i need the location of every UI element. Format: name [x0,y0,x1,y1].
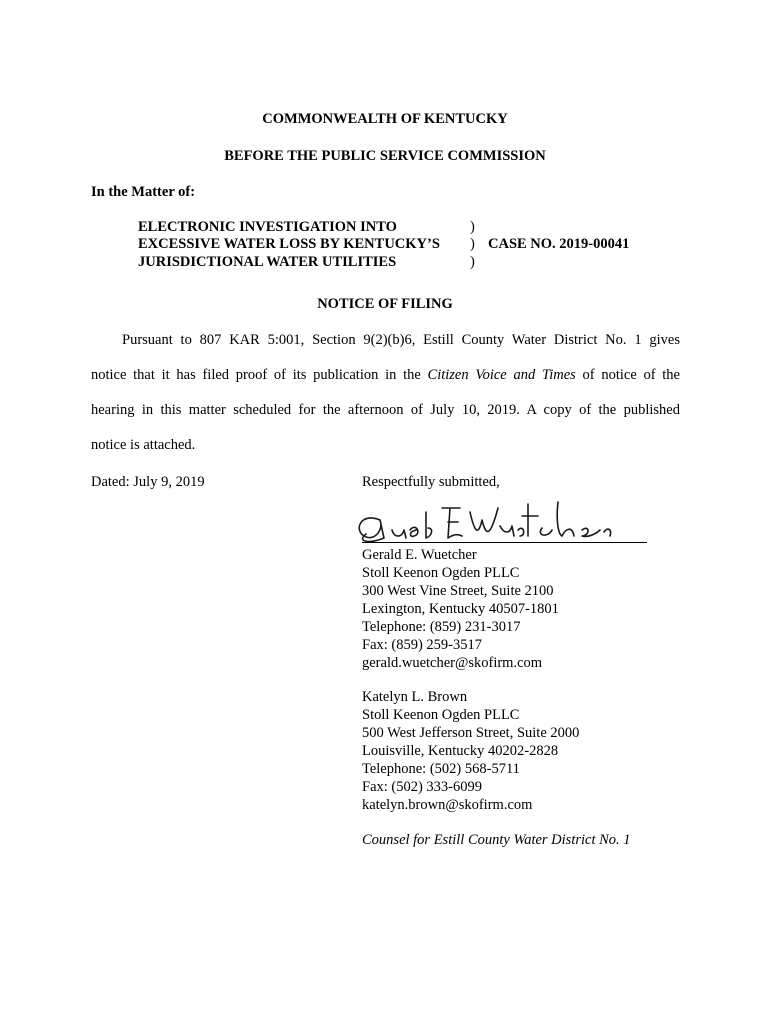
attorney-1-block [362,546,559,672]
body-paragraph [91,323,680,463]
caption-paren-2: ) [470,236,475,252]
attorney-2-city: Louisville, Kentucky 40202-2828 [362,743,559,759]
signature-line [362,542,647,543]
caption-line-2: EXCESSIVE WATER LOSS BY KENTUCKY’S [138,236,440,252]
caption-paren-3: ) [470,254,475,270]
attorney-1-fax: Fax: (859) 259-3517 [362,637,483,653]
body-line-1: Pursuant to 807 KAR 5:001, Section 9(2)(b)6, Estill County Water District No. 1 gives [122,332,680,348]
body-line-4: notice is attached. [91,437,196,453]
heading-commission: BEFORE THE PUBLIC SERVICE COMMISSION [224,148,546,164]
attorney-1-email[interactable]: gerald.wuetcher@skofirm.com [362,655,543,671]
signature-image [350,490,650,550]
caption-paren-1: ) [470,219,475,235]
publication-name: Citizen Voice and Times [427,367,576,383]
case-number: CASE NO. 2019-00041 [488,236,630,252]
attorney-2-phone: Telephone: (502) 568-5711 [362,761,520,777]
attorney-1-firm: Stoll Keenon Ogden PLLC [362,565,520,581]
attorney-1-city: Lexington, Kentucky 40507-1801 [362,601,559,617]
attorney-2-email[interactable]: katelyn.brown@skofirm.com [362,797,533,813]
heading-commonwealth: COMMONWEALTH OF KENTUCKY [262,111,508,127]
attorney-2-firm: Stoll Keenon Ogden PLLC [362,707,520,723]
matter-of-label: In the Matter of: [91,184,196,200]
attorney-2-street: 500 West Jefferson Street, Suite 2000 [362,725,580,741]
dated-line: Dated: July 9, 2019 [91,474,205,490]
attorney-2-name: Katelyn L. Brown [362,689,468,705]
attorney-2-block [362,688,579,814]
counsel-for: Counsel for Estill County Water District No. 1 [362,832,631,848]
attorney-1-street: 300 West Vine Street, Suite 2100 [362,583,554,599]
caption-line-3: JURISDICTIONAL WATER UTILITIES [138,254,397,270]
notice-title: NOTICE OF FILING [317,296,453,312]
attorney-1-name: Gerald E. Wuetcher [362,547,477,563]
attorney-1-phone: Telephone: (859) 231-3017 [362,619,521,635]
attorney-2-fax: Fax: (502) 333-6099 [362,779,483,795]
body-line-3: hearing in this matter scheduled for the afternoon of July 10, 2019. A copy of the published [91,402,680,418]
caption-line-1: ELECTRONIC INVESTIGATION INTO [138,219,397,235]
respectfully-submitted: Respectfully submitted, [362,474,500,490]
body-line-2: notice that it has filed proof of its publication in the Citizen Voice and Times of notice of the [91,367,680,383]
